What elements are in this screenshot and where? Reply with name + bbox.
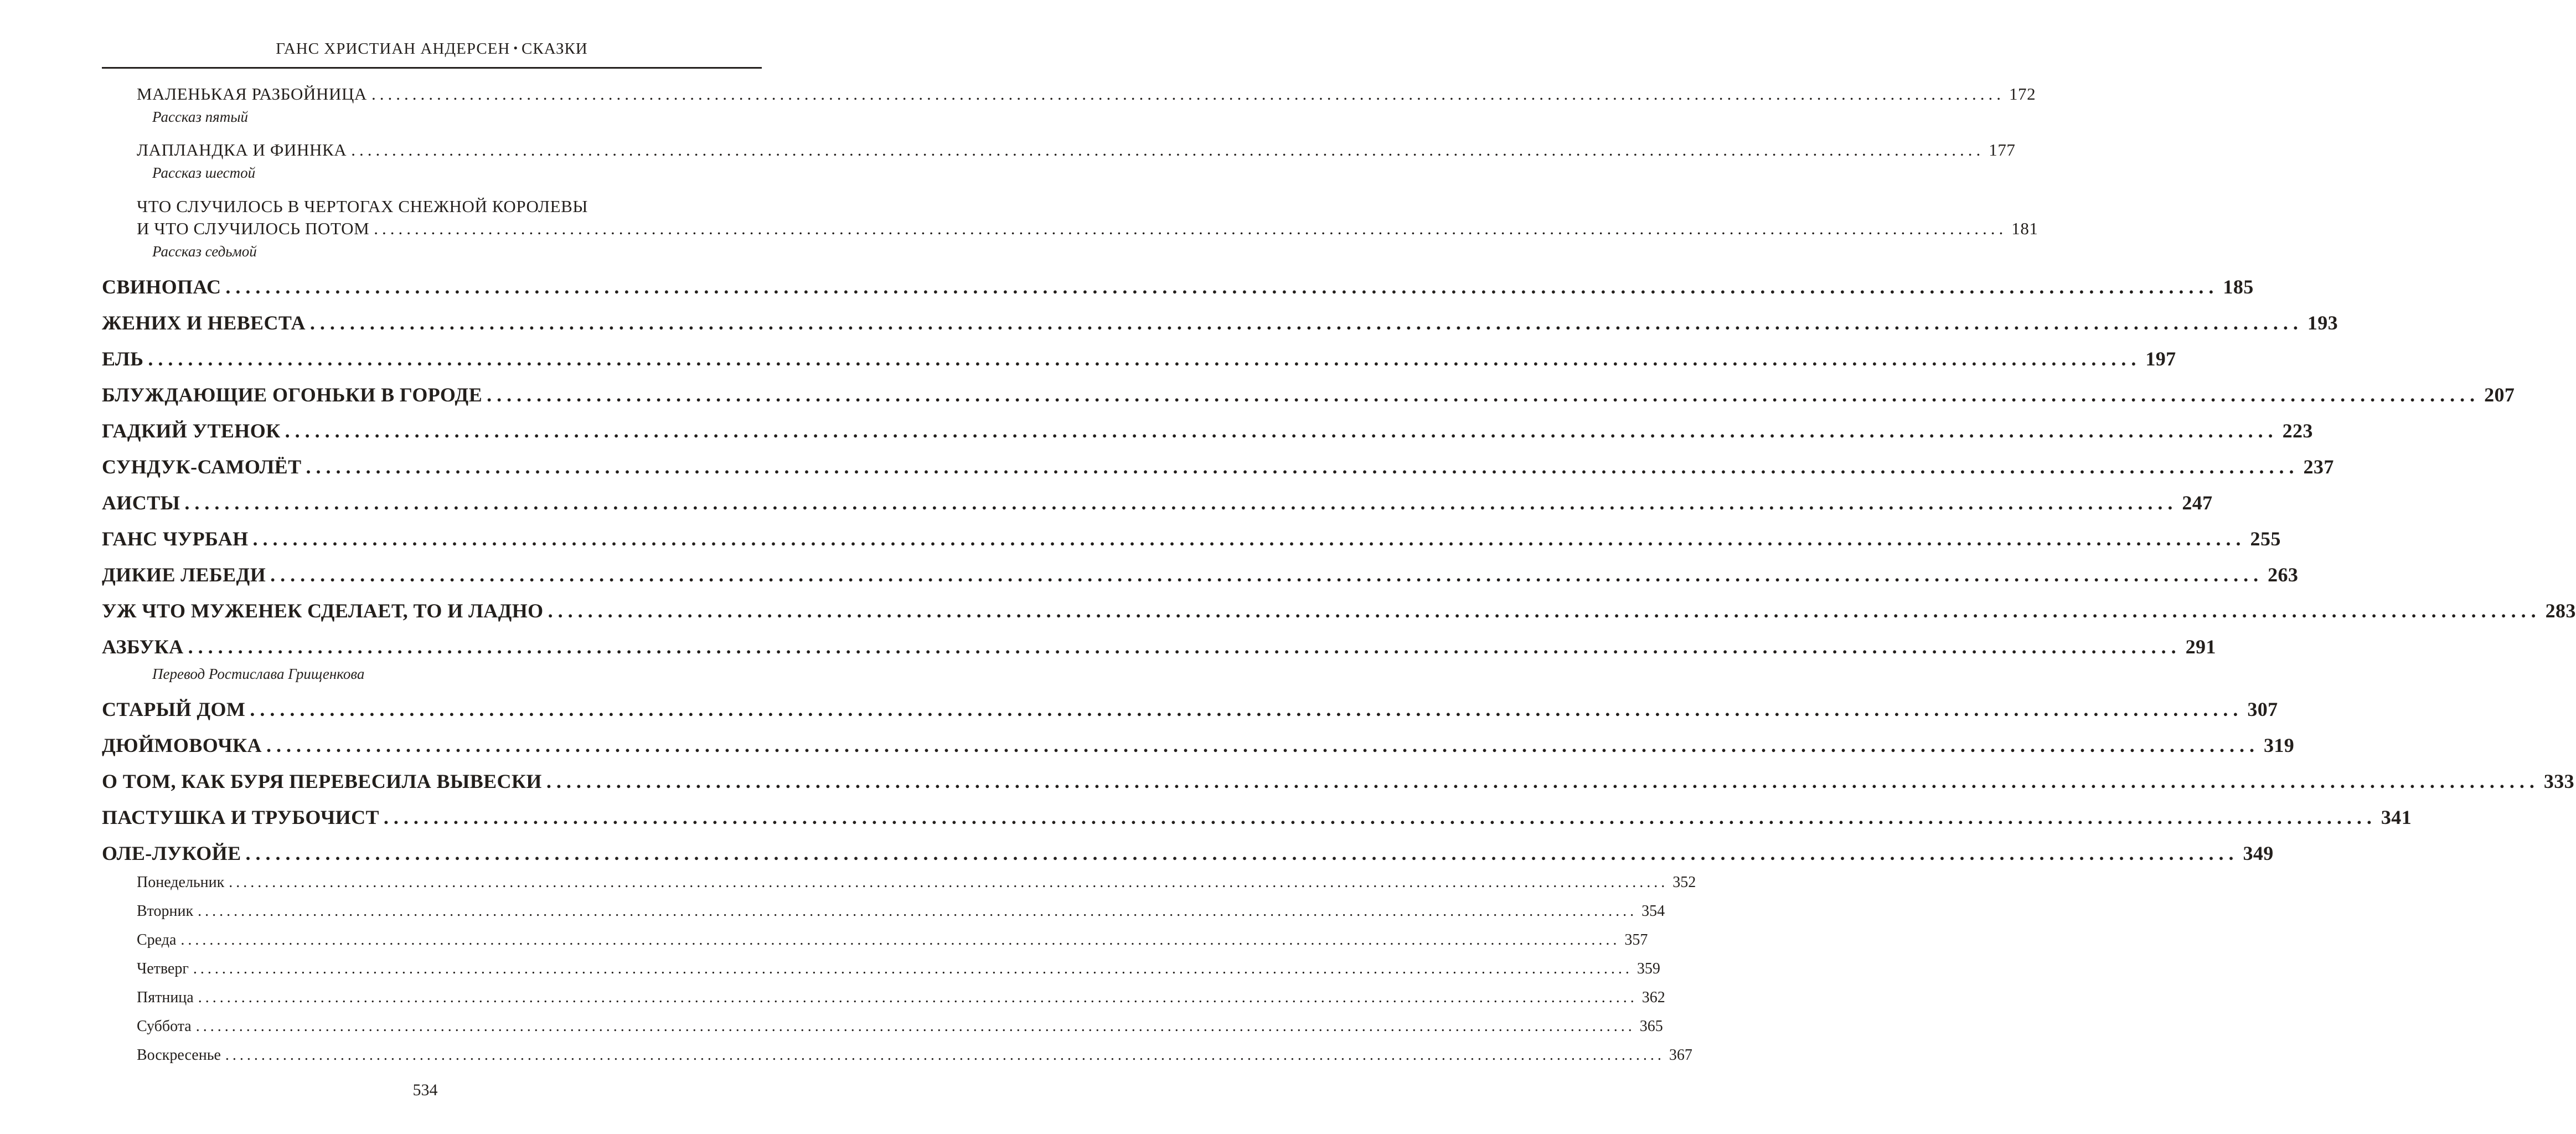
dot-leader: ........................................................................................................................................................................................................	[225, 1047, 1665, 1064]
dot-leader: ........................................................................................................................................................................................................	[148, 348, 2141, 370]
toc-entry-page: 352	[1672, 874, 1696, 891]
toc-entry-subtitle: Рассказ шестой	[152, 164, 256, 181]
dot-leader: ........................................................................................................................................................................................................	[374, 219, 2007, 238]
dot-leader: ........................................................................................................................................................................................................	[225, 276, 2219, 298]
toc-entry-title: БЛУЖДАЮЩИЕ ОГОНЬКИ В ГОРОДЕ	[102, 384, 483, 406]
toc-entry-title: Среда	[137, 931, 177, 949]
toc-entry-main	[102, 599, 2576, 622]
dot-leader: ........................................................................................................................................................................................................	[184, 492, 2178, 514]
toc-entry-page: 341	[2381, 806, 2412, 828]
toc-entry-main	[102, 311, 2338, 334]
toc-entry	[137, 219, 2038, 239]
toc-entry-title: Пятница	[137, 989, 194, 1006]
toc-entry-page: 357	[1624, 931, 1648, 949]
toc-entry-title-line1: ЧТО СЛУЧИЛОСЬ В ЧЕРТОГАХ СНЕЖНОЙ КОРОЛЕВЫ	[137, 197, 588, 216]
toc-entry-day	[137, 874, 1696, 891]
toc-entry-title: ПАСТУШКА И ТРУБОЧИСТ	[102, 806, 379, 828]
toc-entry-page: 223	[2282, 420, 2313, 442]
toc-entry-title: МАЛЕНЬКАЯ РАЗБОЙНИЦА	[137, 84, 367, 104]
toc-entry-title: АЗБУКА	[102, 636, 184, 658]
toc-entry-title: Четверг	[137, 960, 189, 977]
toc-entry-day	[137, 1047, 1692, 1064]
toc-entry-day	[137, 960, 1660, 978]
toc-entry-title: О ТОМ, КАК БУРЯ ПЕРЕВЕСИЛА ВЫВЕСКИ	[102, 770, 542, 792]
dot-leader: ........................................................................................................................................................................................................	[266, 734, 2259, 756]
toc-entry-title: СВИНОПАС	[102, 276, 221, 298]
toc-entry-page: 263	[2268, 564, 2299, 586]
toc-entry-title: ДЮЙМОВОЧКА	[102, 734, 262, 756]
dot-leader: ........................................................................................................................................................................................................	[487, 384, 2480, 406]
toc-entry-main	[102, 455, 2334, 478]
toc-entry-page: 237	[2303, 456, 2334, 478]
dot-leader: ........................................................................................................................................................................................................	[309, 312, 2303, 334]
toc-entry-main	[102, 842, 2274, 865]
toc-entry-page: 367	[1669, 1047, 1692, 1064]
toc-entry	[137, 140, 2016, 160]
toc-entry-subtitle: Рассказ седьмой	[152, 243, 257, 260]
toc-entry-title: ДИКИЕ ЛЕБЕДИ	[102, 564, 266, 586]
dot-leader: ........................................................................................................................................................................................................	[351, 140, 1985, 159]
dot-leader: ........................................................................................................................................................................................................	[245, 842, 2239, 864]
toc-entry-title: ОЛЕ-ЛУКОЙЕ	[102, 842, 241, 864]
toc-entry-main	[102, 635, 2216, 658]
dot-leader: ........................................................................................................................................................................................................	[193, 960, 1633, 977]
dot-leader: ........................................................................................................................................................................................................	[383, 806, 2377, 828]
toc-entry-page: 177	[1989, 140, 2016, 159]
dot-leader: ........................................................................................................................................................................................................	[270, 564, 2264, 586]
dot-leader: ........................................................................................................................................................................................................	[198, 989, 1638, 1006]
toc-entry-page: 365	[1639, 1018, 1663, 1035]
toc-entry-main	[102, 383, 2515, 406]
toc-entry-day	[137, 903, 1665, 920]
toc-entry-page: 359	[1637, 960, 1660, 977]
dot-leader: ........................................................................................................................................................................................................	[252, 528, 2246, 550]
toc-entry-main	[102, 806, 2412, 829]
dot-leader: ........................................................................................................................................................................................................	[188, 636, 2181, 658]
header-book-title: СКАЗКИ	[522, 40, 588, 58]
dot-leader: ........................................................................................................................................................................................................	[180, 931, 1620, 949]
toc-entry-page: 197	[2145, 348, 2176, 370]
toc-entry-page: 247	[2182, 492, 2213, 514]
dot-leader: ........................................................................................................................................................................................................	[250, 698, 2243, 720]
toc-entry-main	[102, 698, 2278, 721]
toc-entry-title: Вторник	[137, 903, 194, 920]
toc-entry-page: 181	[2011, 219, 2038, 238]
toc-entry-main	[102, 491, 2213, 514]
toc-entry-page: 185	[2223, 276, 2254, 298]
toc-entry-page: 319	[2263, 734, 2295, 756]
dot-leader: ........................................................................................................................................................................................................	[548, 600, 2541, 622]
toc-entry-page: 333	[2543, 770, 2575, 792]
dot-leader: ........................................................................................................................................................................................................	[546, 770, 2539, 792]
dot-leader: ........................................................................................................................................................................................................	[195, 1018, 1635, 1035]
toc-entry-main	[102, 347, 2176, 370]
toc-entry-subtitle: Рассказ пятый	[152, 109, 249, 125]
dot-leader: ........................................................................................................................................................................................................	[371, 84, 2005, 104]
toc-entry-title: ГАНС ЧУРБАН	[102, 528, 249, 550]
page-number: 534	[412, 1081, 438, 1099]
toc-entry-title: СУНДУК-САМОЛЁТ	[102, 456, 302, 478]
toc-entry-title: ЛАПЛАНДКА И ФИННКА	[137, 140, 347, 159]
toc-entry-page: 307	[2247, 698, 2278, 720]
toc-entry-day	[137, 989, 1665, 1007]
toc-entry-page: 283	[2545, 600, 2576, 622]
toc-entry-title: ГАДКИЙ УТЕНОК	[102, 420, 281, 442]
dot-leader: ........................................................................................................................................................................................................	[198, 903, 1638, 920]
dot-leader: ........................................................................................................................................................................................................	[285, 420, 2278, 442]
toc-entry-title: И ЧТО СЛУЧИЛОСЬ ПОТОМ	[137, 219, 370, 238]
toc-entry-page: 172	[2009, 84, 2036, 104]
toc-entry-title: УЖ ЧТО МУЖЕНЕК СДЕЛАЕТ, ТО И ЛАДНО	[102, 600, 544, 622]
header-separator: •	[513, 41, 519, 55]
toc-entry-title: Суббота	[137, 1018, 192, 1035]
toc-entry-day	[137, 1018, 1663, 1035]
toc-entry-page: 291	[2185, 636, 2216, 658]
translator-note: Перевод Ростислава Грищенкова	[152, 666, 365, 682]
toc-entry-title: СТАРЫЙ ДОМ	[102, 698, 246, 720]
toc-entry	[137, 84, 2036, 104]
toc-entry-main	[102, 419, 2313, 442]
toc-entry-page: 349	[2243, 842, 2274, 864]
toc-entry-page: 362	[1641, 989, 1665, 1006]
toc-entry-title: ЕЛЬ	[102, 348, 144, 370]
toc-entry-main	[102, 527, 2281, 550]
toc-entry-main	[102, 734, 2295, 757]
dot-leader: ........................................................................................................................................................................................................	[229, 874, 1669, 891]
toc-entry-page: 207	[2484, 384, 2515, 406]
toc-entry-page: 193	[2307, 312, 2338, 334]
toc-entry-title: Воскресенье	[137, 1047, 221, 1064]
toc-entry-main	[102, 275, 2254, 298]
toc-entry-page: 255	[2250, 528, 2281, 550]
toc-entry-day	[137, 931, 1648, 949]
toc-entry-title: Понедельник	[137, 874, 225, 891]
toc-entry-title: ЖЕНИХ И НЕВЕСТА	[102, 312, 306, 334]
toc-entry-page: 354	[1641, 903, 1665, 920]
toc-entry-title: АИСТЫ	[102, 492, 180, 514]
toc-entry-main	[102, 770, 2575, 793]
dot-leader: ........................................................................................................................................................................................................	[306, 456, 2299, 478]
header-author: ГАНС ХРИСТИАН АНДЕРСЕН	[276, 40, 510, 58]
toc-entry-main	[102, 563, 2299, 586]
